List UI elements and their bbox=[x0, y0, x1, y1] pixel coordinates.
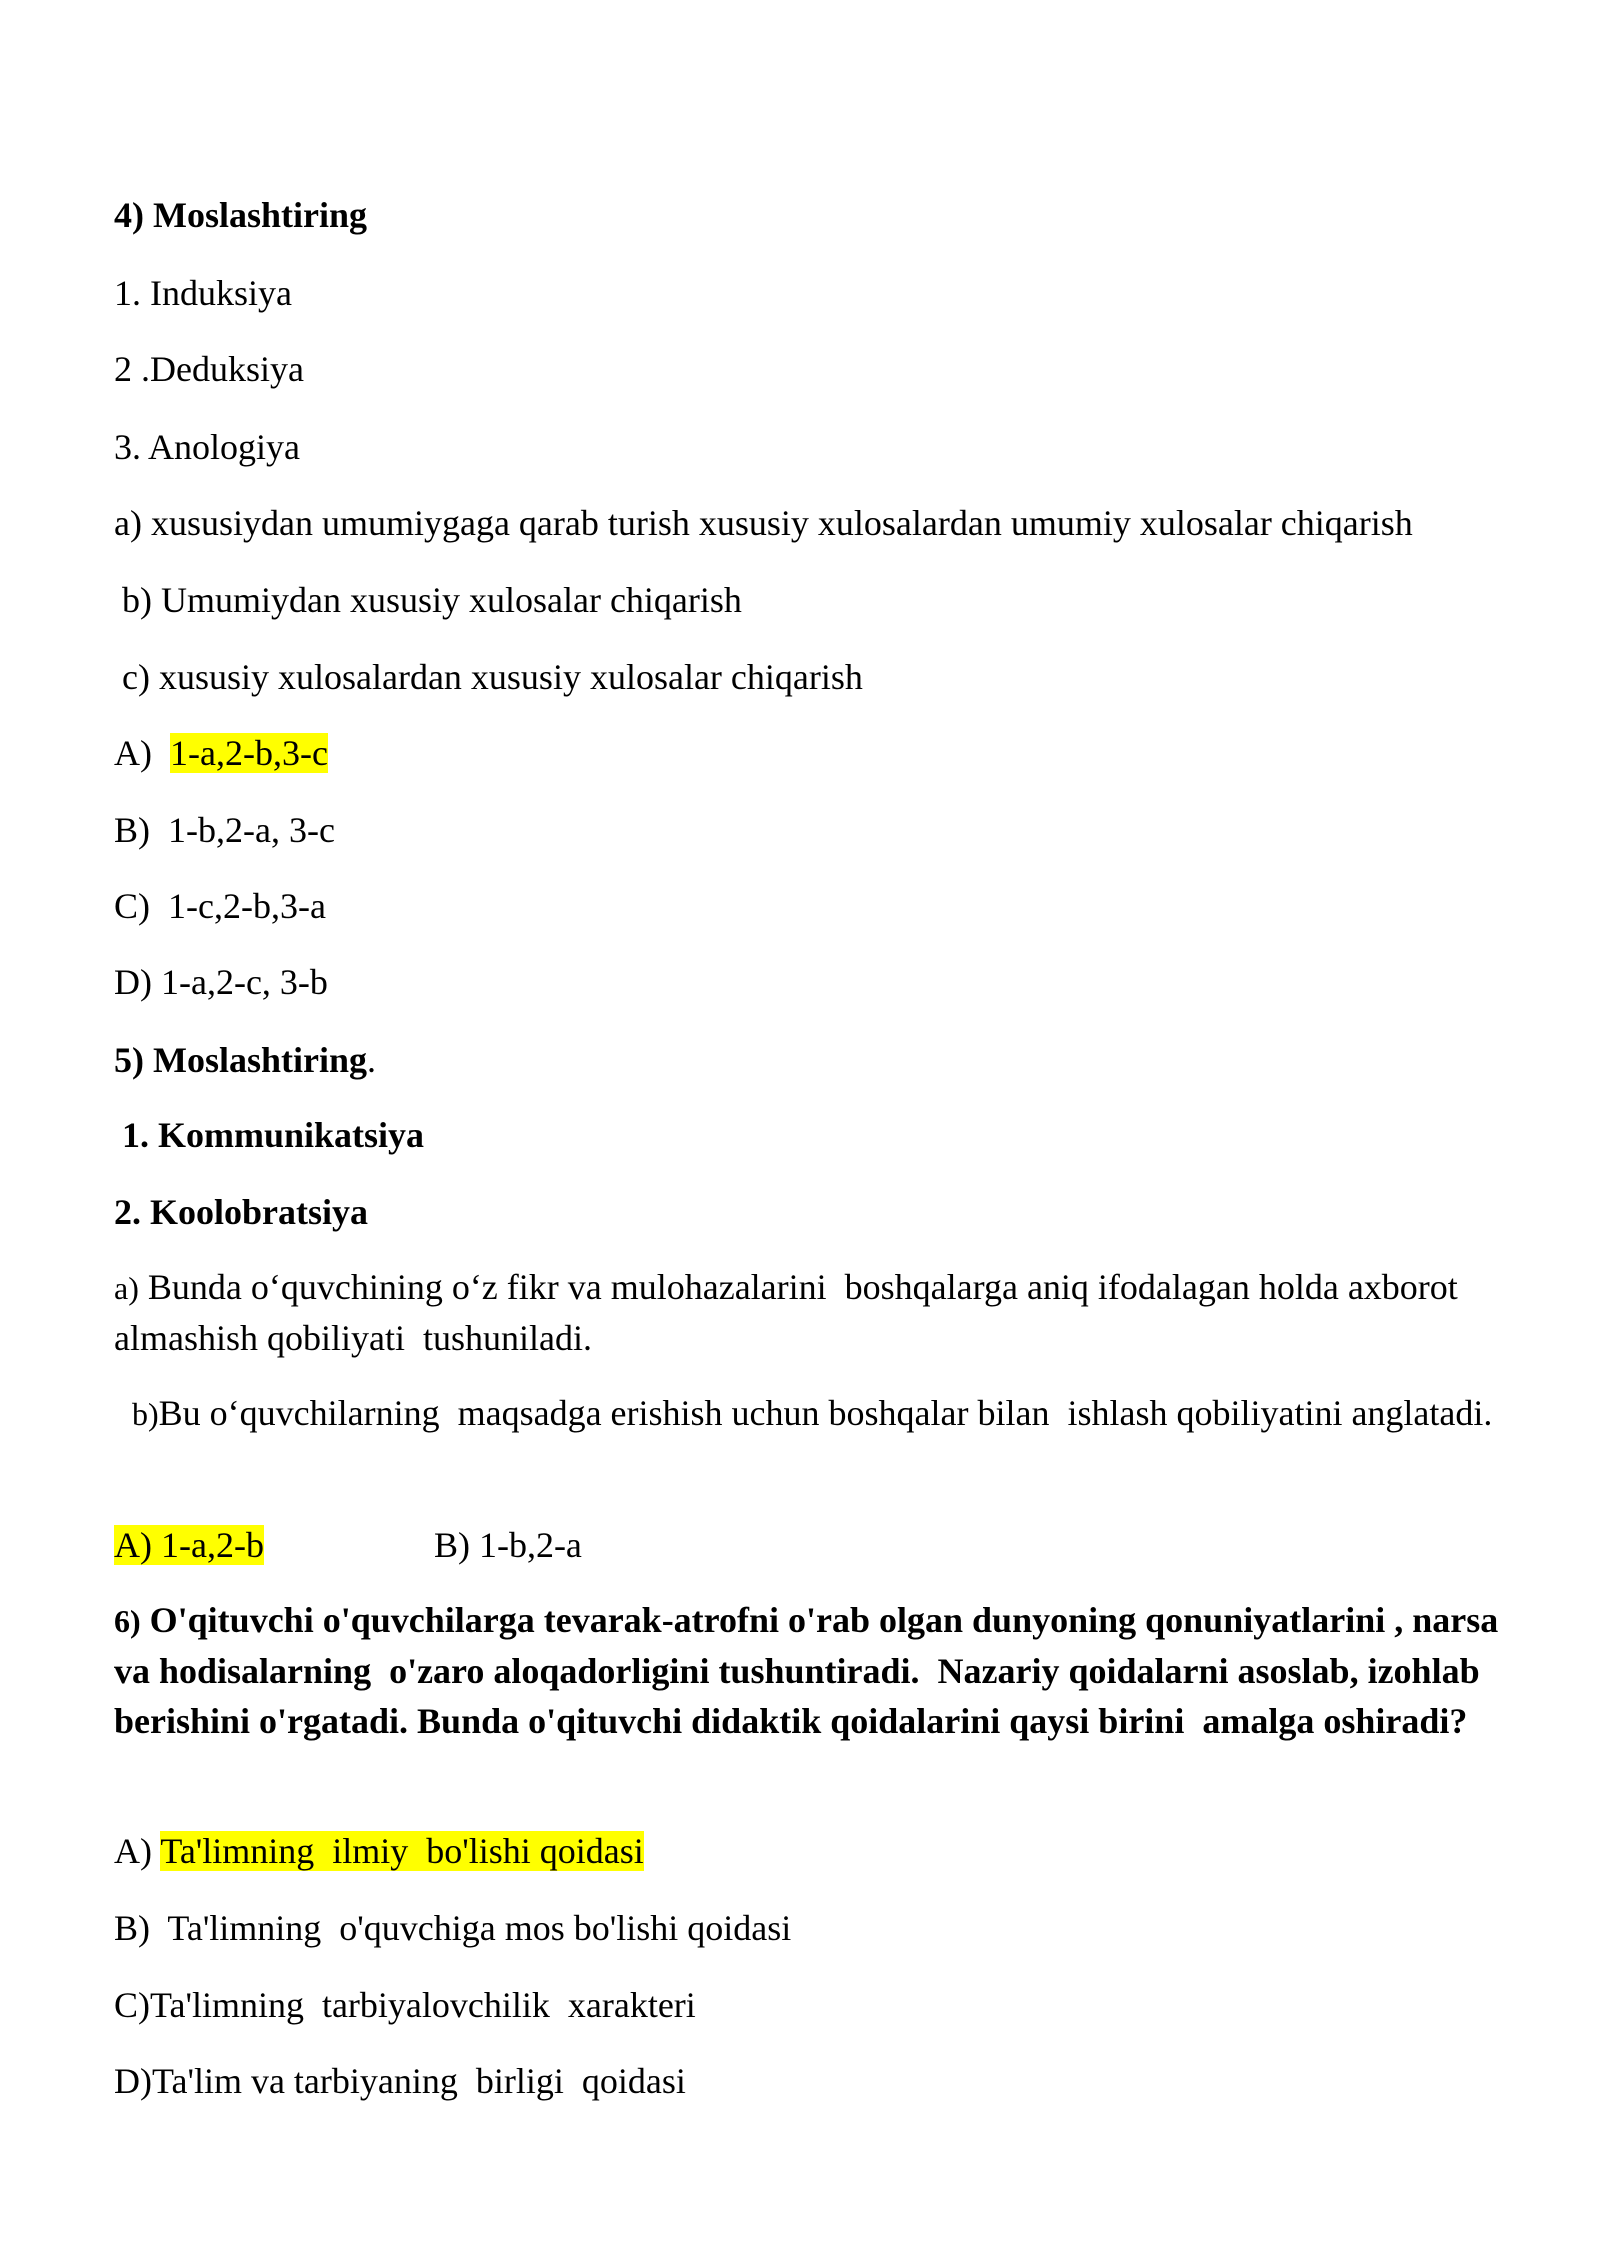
q5-def-a-label: a) bbox=[114, 1270, 139, 1306]
q4-option-b-label: B) bbox=[114, 810, 168, 850]
q5-def-a bbox=[114, 1262, 1514, 1363]
q6-option-c bbox=[114, 1980, 696, 2030]
q5-def-b-text: Bu o‘quvchilarning maqsadga erishish uchun boshqalar bilan ishlash qobiliyatini anglatadi. bbox=[158, 1393, 1493, 1433]
q5-item-2: 2. Koolobratsiya bbox=[114, 1192, 369, 1232]
q4-option-a-answer: 1-a,2-b,3-c bbox=[170, 733, 328, 773]
q4-def-a: a) xususiydan umumiygaga qarab turish xususiy xulosalardan umumiy xulosalar chiqarish bbox=[114, 503, 1413, 543]
q5-options bbox=[114, 1520, 582, 1570]
q5-def-a-text: Bunda o‘quvchining o‘z fikr va mulohazalarini boshqalarga aniq ifodalagan holda axborot almashish qobiliyati tushuniladi. bbox=[114, 1267, 1467, 1358]
q6-option-a bbox=[114, 1826, 644, 1876]
q5-heading bbox=[114, 1035, 376, 1085]
q5-option-b: B) 1-b,2-a bbox=[433, 1525, 582, 1565]
q5-item-1: 1. Kommunikatsiya bbox=[122, 1115, 425, 1155]
q6-number: 6) bbox=[114, 1603, 141, 1639]
q5-heading-text: 5) Moslashtiring bbox=[114, 1040, 368, 1080]
q4-option-c-text: 1-c,2-b,3-a bbox=[168, 886, 326, 926]
q6-option-b bbox=[114, 1903, 791, 1953]
q6-option-d-text: Ta'lim va tarbiyaning birligi qoidasi bbox=[152, 2061, 686, 2101]
q6-option-b-label: B) bbox=[114, 1908, 168, 1948]
q6-option-c-label: C) bbox=[114, 1985, 150, 2025]
q4-option-a-label: A) bbox=[114, 733, 170, 773]
q4-option-d-label: D) bbox=[114, 962, 161, 1002]
q6-option-a-label: A) bbox=[114, 1831, 161, 1871]
q5-def-b bbox=[114, 1388, 1514, 1439]
q5-option-a-answer: A) 1-a,2-b bbox=[114, 1525, 264, 1565]
q4-heading: 4) Moslashtiring bbox=[114, 195, 368, 235]
q4-item-1: 1. Induksiya bbox=[114, 273, 292, 313]
q4-item-2: 2 .Deduksiya bbox=[114, 349, 304, 389]
q4-option-d bbox=[114, 957, 328, 1007]
q4-option-c-label: C) bbox=[114, 886, 168, 926]
q4-option-d-text: 1-a,2-c, 3-b bbox=[161, 962, 328, 1002]
q5-def-b-label: b) bbox=[132, 1396, 159, 1432]
q4-def-b: b) Umumiydan xususiy xulosalar chiqarish bbox=[122, 580, 742, 620]
q5-heading-suffix: . bbox=[367, 1040, 377, 1080]
q4-option-b bbox=[114, 805, 335, 855]
q4-item-3: 3. Anologiya bbox=[114, 427, 300, 467]
q4-option-c bbox=[114, 881, 326, 931]
q6-option-d bbox=[114, 2056, 686, 2106]
q6-question bbox=[114, 1595, 1514, 1746]
q4-option-b-text: 1-b,2-a, 3-c bbox=[168, 810, 335, 850]
q6-option-a-answer: Ta'limning ilmiy bo'lishi qoidasi bbox=[160, 1831, 644, 1871]
q4-option-a bbox=[114, 728, 328, 778]
q6-option-c-text: Ta'limning tarbiyalovchilik xarakteri bbox=[150, 1985, 696, 2025]
q6-option-d-label: D) bbox=[114, 2061, 152, 2101]
q6-option-b-text: Ta'limning o'quvchiga mos bo'lishi qoidasi bbox=[167, 1908, 792, 1948]
q6-question-text: O'qituvchi o'quvchilarga tevarak-atrofni o'rab olgan dunyoning qonuniyatlarini , narsa va hodisalarning o'zaro aloqadorligini tushuntiradi. Nazariy qoidalarni asoslab, izohlab berishini o'rgatadi. Bunda o'qituvchi didaktik qoidalarini qaysi birini amalga oshiradi? bbox=[114, 1600, 1508, 1741]
q4-def-c: c) xususiy xulosalardan xususiy xulosalar chiqarish bbox=[122, 657, 863, 697]
